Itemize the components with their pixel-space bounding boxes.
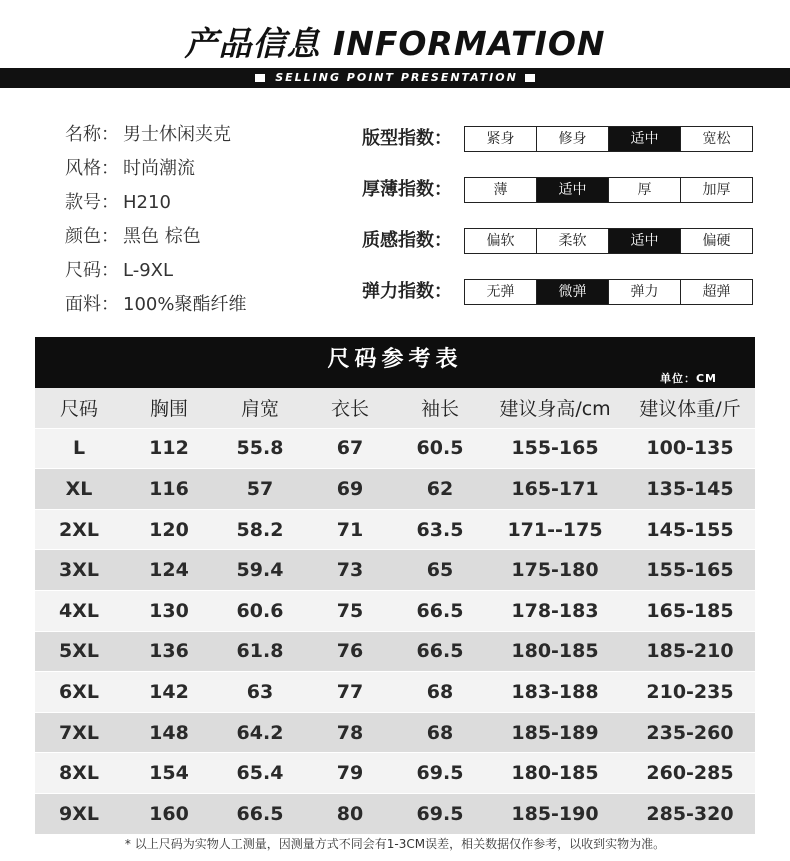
table-cell: 183-188 xyxy=(511,680,599,703)
index-label: 厚薄指数： xyxy=(362,179,452,200)
index-option: 加厚 xyxy=(681,178,752,202)
info-value: L-9XL xyxy=(123,260,174,281)
table-cell: 65.4 xyxy=(236,762,284,785)
info-label: 尺码： xyxy=(65,260,119,281)
info-row xyxy=(65,186,246,220)
product-indices xyxy=(362,126,753,330)
title-banner xyxy=(0,68,790,88)
table-cell: 154 xyxy=(149,762,189,785)
info-row xyxy=(65,152,246,186)
table-cell: 60.6 xyxy=(236,599,284,622)
table-cell: 63.5 xyxy=(416,518,464,541)
table-cell: XL xyxy=(65,477,93,500)
column-header: 建议身高/cm xyxy=(499,398,611,421)
table-cell: 8XL xyxy=(59,762,99,785)
table-cell: 155-165 xyxy=(646,559,734,582)
column-header: 肩宽 xyxy=(240,398,279,421)
index-option: 偏软 xyxy=(465,229,537,253)
banner-divider xyxy=(255,74,265,82)
index-row xyxy=(362,177,753,228)
table-cell: 112 xyxy=(149,437,189,460)
table-cell: 68 xyxy=(426,721,454,744)
index-option: 柔软 xyxy=(537,229,609,253)
table-cell: 145-155 xyxy=(646,518,734,541)
banner-subtitle: SELLING POINT PRESENTATION xyxy=(275,68,518,88)
table-cell: 210-235 xyxy=(646,680,734,703)
table-cell: 71 xyxy=(336,518,364,541)
table-cell: 66.5 xyxy=(236,802,284,825)
table-cell: 66.5 xyxy=(416,640,464,663)
table-cell: 136 xyxy=(149,640,189,663)
table-cell: 55.8 xyxy=(236,437,284,460)
table-cell: 260-285 xyxy=(646,762,734,785)
table-cell: 59.4 xyxy=(236,559,284,582)
index-options xyxy=(464,228,753,254)
table-cell: 175-180 xyxy=(511,559,599,582)
index-label: 质感指数： xyxy=(362,230,452,251)
table-cell: 165-185 xyxy=(646,599,734,622)
table-cell: 79 xyxy=(336,762,364,785)
info-label: 款号： xyxy=(65,192,119,213)
table-cell: 165-171 xyxy=(511,477,599,500)
table-cell: 185-190 xyxy=(511,802,599,825)
table-cell: 155-165 xyxy=(511,437,599,460)
table-cell: 69.5 xyxy=(416,762,464,785)
table-cell: 60.5 xyxy=(416,437,464,460)
table-cell: 3XL xyxy=(59,559,99,582)
info-label: 风格： xyxy=(65,158,119,179)
info-row xyxy=(65,288,246,322)
table-cell: 4XL xyxy=(59,599,99,622)
table-cell: 68 xyxy=(426,680,454,703)
info-row xyxy=(65,254,246,288)
footnote: * 以上尺码为实物人工测量，因测量方式不同会有1-3CM误差，相关数据仅作参考，以收到实物为准。 xyxy=(124,837,666,851)
table-cell: 180-185 xyxy=(511,640,599,663)
table-cell: 116 xyxy=(149,477,189,500)
index-options xyxy=(464,279,753,305)
size-table xyxy=(35,388,755,834)
table-cell: 160 xyxy=(149,802,189,825)
index-option-selected: 适中 xyxy=(537,178,609,202)
table-row xyxy=(35,509,755,550)
table-row xyxy=(35,590,755,631)
table-cell: 7XL xyxy=(59,721,99,744)
table-cell: 80 xyxy=(336,802,364,825)
info-row xyxy=(65,118,246,152)
table-cell: 6XL xyxy=(59,680,99,703)
table-cell: 178-183 xyxy=(511,599,599,622)
table-row xyxy=(35,671,755,712)
index-option: 紧身 xyxy=(465,127,537,151)
table-cell: 76 xyxy=(336,640,364,663)
index-option: 偏硬 xyxy=(681,229,752,253)
table-row xyxy=(35,549,755,590)
table-cell: 180-185 xyxy=(511,762,599,785)
index-option-selected: 适中 xyxy=(609,229,681,253)
index-row xyxy=(362,228,753,279)
column-header: 袖长 xyxy=(420,398,459,421)
index-option: 弹力 xyxy=(609,280,681,304)
index-row xyxy=(362,279,753,330)
table-cell: 142 xyxy=(149,680,189,703)
table-cell: 63 xyxy=(246,680,274,703)
table-cell: 64.2 xyxy=(236,721,284,744)
table-cell: 61.8 xyxy=(236,640,284,663)
table-cell: 148 xyxy=(149,721,189,744)
info-value: 100%聚酯纤维 xyxy=(123,294,247,315)
table-cell: 185-189 xyxy=(511,721,599,744)
table-cell: 285-320 xyxy=(646,802,734,825)
index-option-selected: 微弹 xyxy=(537,280,609,304)
banner-divider xyxy=(525,74,535,82)
info-label: 颜色： xyxy=(65,226,119,247)
table-cell: 58.2 xyxy=(236,518,284,541)
table-cell: 124 xyxy=(149,559,189,582)
table-row xyxy=(35,468,755,509)
table-cell: 120 xyxy=(149,518,189,541)
table-cell: 78 xyxy=(336,721,364,744)
table-cell: 5XL xyxy=(59,640,99,663)
table-cell: 135-145 xyxy=(646,477,734,500)
table-cell: 73 xyxy=(336,559,364,582)
size-chart-title: 尺码参考表 xyxy=(327,347,463,372)
table-cell: 185-210 xyxy=(646,640,734,663)
index-option: 薄 xyxy=(465,178,537,202)
table-cell: 57 xyxy=(246,477,274,500)
index-row xyxy=(362,126,753,177)
index-option: 宽松 xyxy=(681,127,752,151)
index-options xyxy=(464,126,753,152)
table-row xyxy=(35,793,755,834)
table-cell: 235-260 xyxy=(646,721,734,744)
page-title: 产品信息 INFORMATION xyxy=(184,24,606,63)
info-value: H210 xyxy=(123,192,171,213)
table-cell: 62 xyxy=(426,477,454,500)
table-cell: 77 xyxy=(336,680,364,703)
index-option-selected: 适中 xyxy=(609,127,681,151)
table-cell: 171--175 xyxy=(507,518,603,541)
column-header: 衣长 xyxy=(330,398,369,421)
index-option: 超弹 xyxy=(681,280,752,304)
index-option: 修身 xyxy=(537,127,609,151)
index-label: 弹力指数： xyxy=(362,281,452,302)
table-cell: 9XL xyxy=(59,802,99,825)
column-header: 尺码 xyxy=(59,398,98,421)
table-cell: 100-135 xyxy=(646,437,734,460)
table-cell: 69.5 xyxy=(416,802,464,825)
index-options xyxy=(464,177,753,203)
info-value: 时尚潮流 xyxy=(123,158,195,179)
table-cell: 130 xyxy=(149,599,189,622)
size-chart-header xyxy=(35,337,755,388)
info-value: 男士休闲夹克 xyxy=(123,124,231,145)
info-value: 黑色 棕色 xyxy=(123,226,201,247)
table-cell: 75 xyxy=(336,599,364,622)
index-option: 无弹 xyxy=(465,280,537,304)
index-option: 厚 xyxy=(609,178,681,202)
column-header: 建议体重/斤 xyxy=(639,398,741,421)
product-info-list xyxy=(65,118,246,322)
table-row xyxy=(35,428,755,469)
table-row xyxy=(35,712,755,753)
table-row xyxy=(35,631,755,672)
table-row xyxy=(35,752,755,793)
info-row xyxy=(65,220,246,254)
info-label: 面料： xyxy=(65,294,119,315)
table-cell: 66.5 xyxy=(416,599,464,622)
column-header: 胸围 xyxy=(149,398,188,421)
info-label: 名称： xyxy=(65,124,119,145)
size-chart-unit: 单位：CM xyxy=(659,372,717,385)
table-cell: 67 xyxy=(336,437,364,460)
table-cell: L xyxy=(72,437,86,460)
table-cell: 65 xyxy=(426,559,454,582)
table-cell: 2XL xyxy=(59,518,99,541)
index-label: 版型指数： xyxy=(362,128,452,149)
table-cell: 69 xyxy=(336,477,364,500)
table-header-row xyxy=(35,388,755,428)
